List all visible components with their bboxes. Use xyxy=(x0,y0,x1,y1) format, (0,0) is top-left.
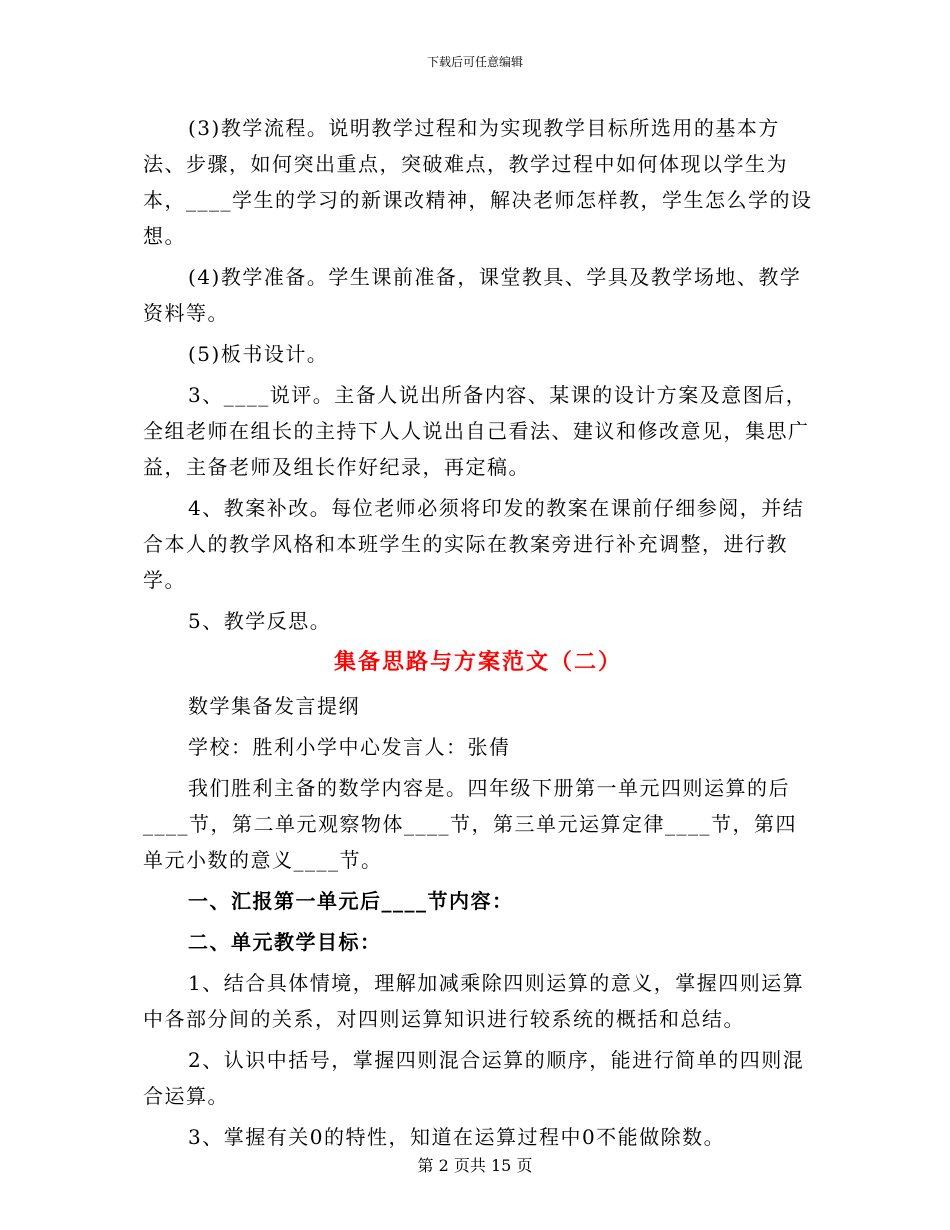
page-footer: 第 2 页共 15 页 xyxy=(417,1156,533,1175)
paragraph-lesson-plan-revision: 4、教案补改。每位老师必须将印发的教案在课前仔细参阅，并结合本人的教学风格和本班学生的实际在教案旁进行补充调整，进行教学。 xyxy=(143,496,805,592)
paragraph-school-speaker: 学校：胜利小学中心发言人：张倩 xyxy=(188,735,511,759)
heading-report-unit-one: 一、汇报第一单元后____节内容： xyxy=(188,889,514,913)
paragraph-blackboard-design: (5)板书设计。 xyxy=(188,342,329,366)
paragraph-content-summary: 我们胜利主备的数学内容是。四年级下册第一单元四则运算的后____节，第二单元观察物体____节，第三单元运算定律____节，第四单元小数的意义____节。 xyxy=(143,776,797,872)
paragraph-teaching-preparation: (4)教学准备。学生课前准备，课堂教具、学具及教学场地、教学资料等。 xyxy=(143,265,802,325)
paragraph-goal-3: 3、掌握有关0的特性，知道在运算过程中0不能做除数。 xyxy=(188,1125,726,1149)
heading-unit-goals: 二、单元教学目标： xyxy=(188,930,382,954)
paragraph-teaching-reflection: 5、教学反思。 xyxy=(188,609,332,633)
paragraph-teaching-process: (3)教学流程。说明教学过程和为实现教学目标所选用的基本方法、步骤，如何突出重点，突破难点，教学过程中如何体现以学生为本，____学生的学习的新课改精神，解决老师怎样教，学生怎么学的设想。 xyxy=(143,116,813,248)
paragraph-goal-2: 2、认识中括号，掌握四则混合运算的顺序，能进行简单的四则混合运算。 xyxy=(143,1048,805,1108)
paragraph-goal-1: 1、结合具体情境，理解加减乘除四则运算的意义，掌握四则运算中各部分间的关系，对四则运算知识进行较系统的概括和总结。 xyxy=(143,971,805,1031)
paragraph-review: 3、____说评。主备人说出所备内容、某课的设计方案及意图后，全组老师在组长的主持下人人说出自己看法、建议和修改意见，集思广益，主备老师及组长作好纪录，再定稿。 xyxy=(143,383,810,479)
paragraph-outline-title: 数学集备发言提纲 xyxy=(188,694,360,718)
page-header: 下载后可任意编辑 xyxy=(426,55,523,69)
section-title: 集备思路与方案范文（二） xyxy=(333,649,622,675)
document-body xyxy=(143,110,813,1160)
